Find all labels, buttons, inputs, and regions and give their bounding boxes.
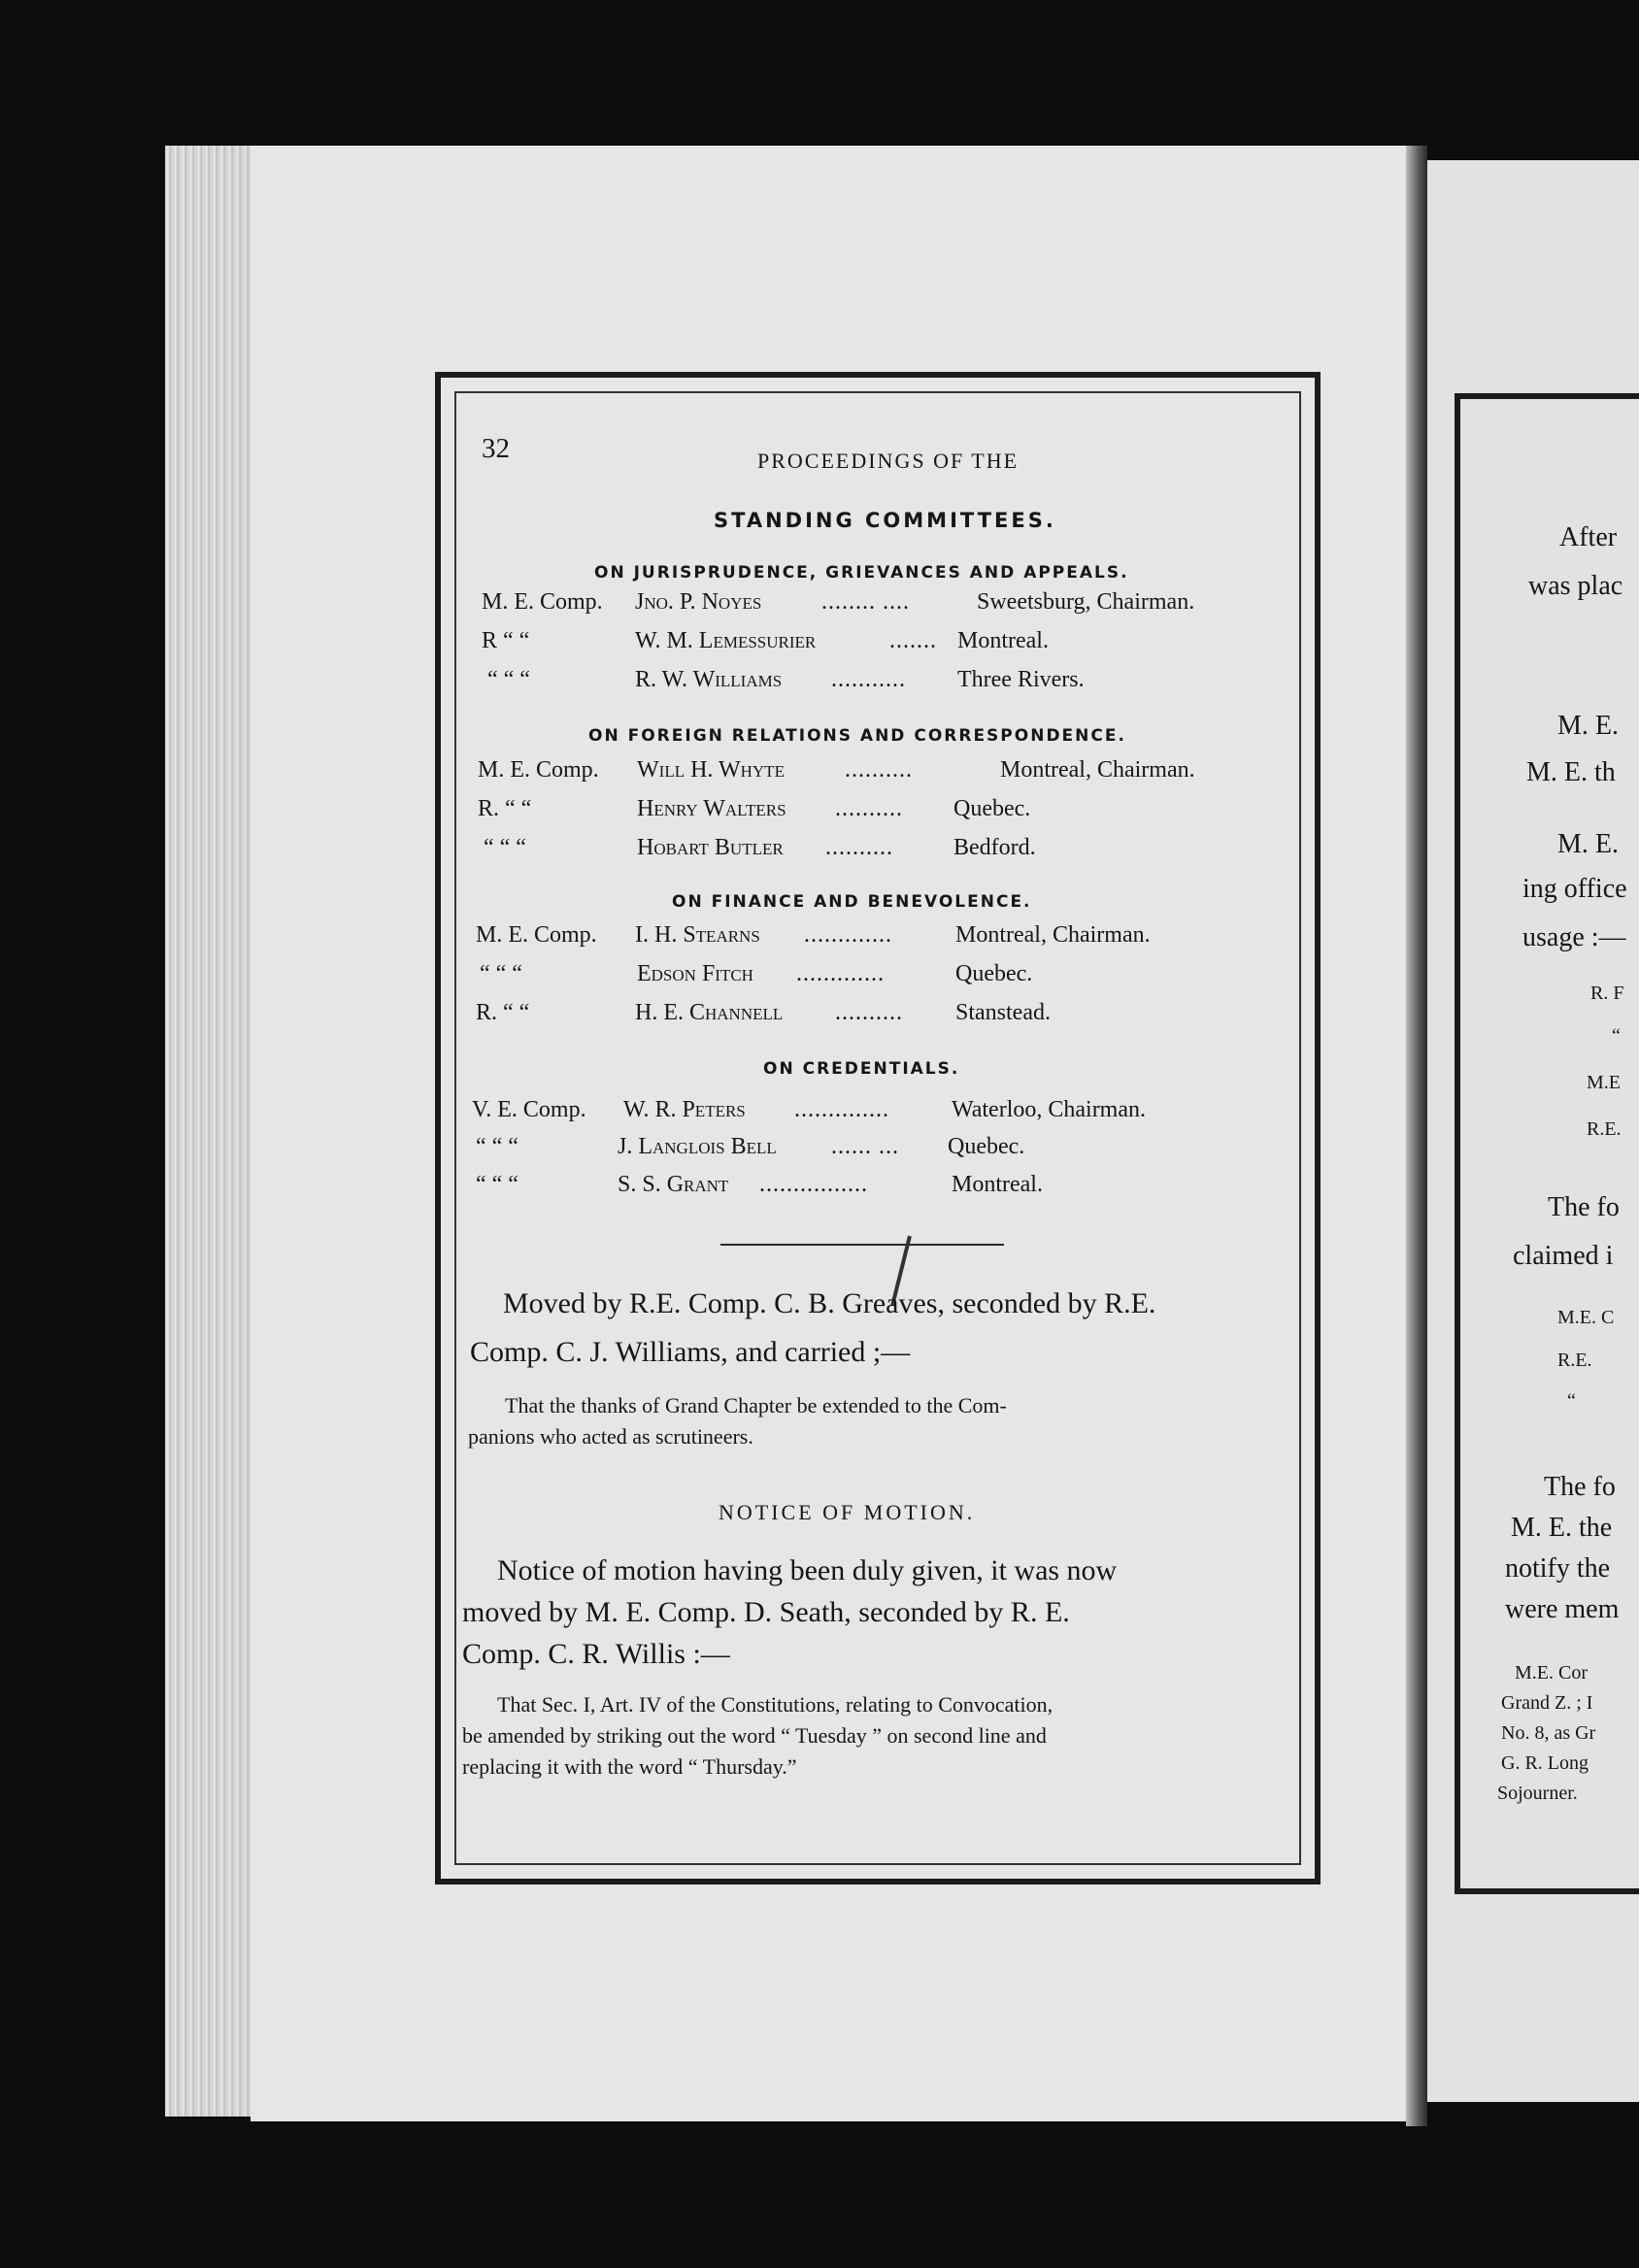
amendment-line: be amended by striking out the word “ Tuesday ” on second line and bbox=[462, 1723, 1047, 1748]
amendment-line: replacing it with the word “ Thursday.” bbox=[462, 1754, 797, 1779]
right-text-fragment: M.E bbox=[1587, 1072, 1621, 1093]
right-text-fragment: M.E. Cor bbox=[1515, 1662, 1588, 1684]
right-text-fragment: ing office bbox=[1522, 874, 1627, 904]
right-text-fragment: M. E. bbox=[1557, 829, 1619, 859]
right-text-fragment: “ bbox=[1567, 1390, 1576, 1412]
notice-heading: NOTICE OF MOTION. bbox=[719, 1500, 976, 1524]
right-text-fragment: “ bbox=[1612, 1025, 1621, 1047]
right-text-fragment: M. E. bbox=[1557, 711, 1619, 741]
page-edges bbox=[165, 146, 262, 2117]
notice-line: Notice of motion having been duly given, it was now bbox=[497, 1554, 1118, 1586]
page-number: 32 bbox=[482, 433, 510, 464]
resolution-line: panions who acted as scrutineers. bbox=[468, 1424, 753, 1449]
right-text-fragment: Grand Z. ; I bbox=[1501, 1692, 1593, 1714]
right-text-fragment: M. E. th bbox=[1526, 757, 1616, 787]
right-text-fragment: No. 8, as Gr bbox=[1501, 1722, 1596, 1744]
book-gutter bbox=[1406, 146, 1427, 2126]
right-text-fragment: notify the bbox=[1505, 1553, 1611, 1584]
right-text-fragment: were mem bbox=[1505, 1594, 1620, 1624]
moved-line: Comp. C. J. Williams, and carried ;— bbox=[470, 1336, 911, 1368]
right-text-fragment: was plac bbox=[1528, 571, 1623, 601]
resolution-line: That the thanks of Grand Chapter be extended to the Com- bbox=[505, 1393, 1007, 1418]
right-text-fragment: The fo bbox=[1544, 1472, 1616, 1502]
notice-line: Comp. C. R. Willis :— bbox=[462, 1638, 730, 1670]
right-text-fragment: R.E. bbox=[1557, 1350, 1592, 1371]
divider-rule bbox=[720, 1244, 1004, 1246]
right-text-fragment: G. R. Long bbox=[1501, 1752, 1589, 1774]
moved-line: Moved by R.E. Comp. C. B. Greaves, seconded by R.E. bbox=[503, 1287, 1156, 1319]
right-text-fragment: claimed i bbox=[1513, 1241, 1614, 1271]
right-text-fragment: R. F bbox=[1590, 983, 1624, 1004]
section-title: STANDING COMMITTEES. bbox=[714, 509, 1056, 532]
right-text-fragment: The fo bbox=[1548, 1192, 1620, 1222]
right-text-fragment: usage :— bbox=[1522, 922, 1626, 952]
right-text-fragment: M.E. C bbox=[1557, 1307, 1615, 1328]
right-text-fragment: R.E. bbox=[1587, 1118, 1622, 1140]
running-head: PROCEEDINGS OF THE bbox=[757, 449, 1020, 473]
right-text-fragment: Sojourner. bbox=[1497, 1783, 1578, 1804]
right-text-fragment: M. E. the bbox=[1511, 1513, 1613, 1543]
scanned-book-spread: 32 PROCEEDINGS OF THE STANDING COMMITTEES. ON JURISPRUDENCE, GRIEVANCES AND APPEALS. M. E. Comp. Jno. P. Noyes ........ .... Sweetsburg, Chairman. R “ “ W. M. Lemessurier ....... Montreal. “ “ “ R. W. Williams ........... Three Rivers. ON FOREIGN RELATIONS AND CORRESPONDENCE. M. E. Comp. Will H. Whyte .......... Montreal, Chairman. R. “ “ Henry Walters .......... Quebec. “ “ “ Hobart Butler .......... Bedford. ON FINANCE AND BENEVOLENCE. M. E. Comp. I. H. Stearns ............. Montreal, Chairman. “ “ “ Edson Fitch ............. Quebec. R. “ “ H. E. Channell .......... Stanstead. ON CREDENTIALS. V. E. Comp. W. R. Peters .............. Waterloo, Chairman. “ “ “ J. Langlois Bell ...... ... Quebec. “ “ “ S. S. Grant ................ Montreal. Moved by R.E. Comp. C. B. Greaves, seconded by R.E. Comp. C. J. Williams, and carried ;— That the thanks of Grand Chapter be extended to the Com- panions who acted as scrutineers. NOTICE OF MOTION. Notice of motion having been duly given, it was now moved by M. E. Comp. D. Seath, seconded by R. E. Comp. C. R. Willis :— That Sec. I, Art. IV of the Constitutions, relating to Convocation, be amended by striking out the word “ Tuesday ” on second line and replacing it with the word “ Thursday.” After was plac M. E. M. E. th M. E. ing office usage :— R. F “ M.E R.E. The fo claimed i M.E. C R.E. “ The fo M. E. the notify the were mem M.E. Cor Grand Z. ; I No. 8, as Gr G. R. Long Sojourner. bbox=[0, 0, 1639, 2268]
amendment-line: That Sec. I, Art. IV of the Constitutions, relating to Convocation, bbox=[497, 1692, 1054, 1717]
notice-line: moved by M. E. Comp. D. Seath, seconded by R. E. bbox=[462, 1596, 1070, 1628]
right-text-fragment: After bbox=[1559, 522, 1618, 552]
